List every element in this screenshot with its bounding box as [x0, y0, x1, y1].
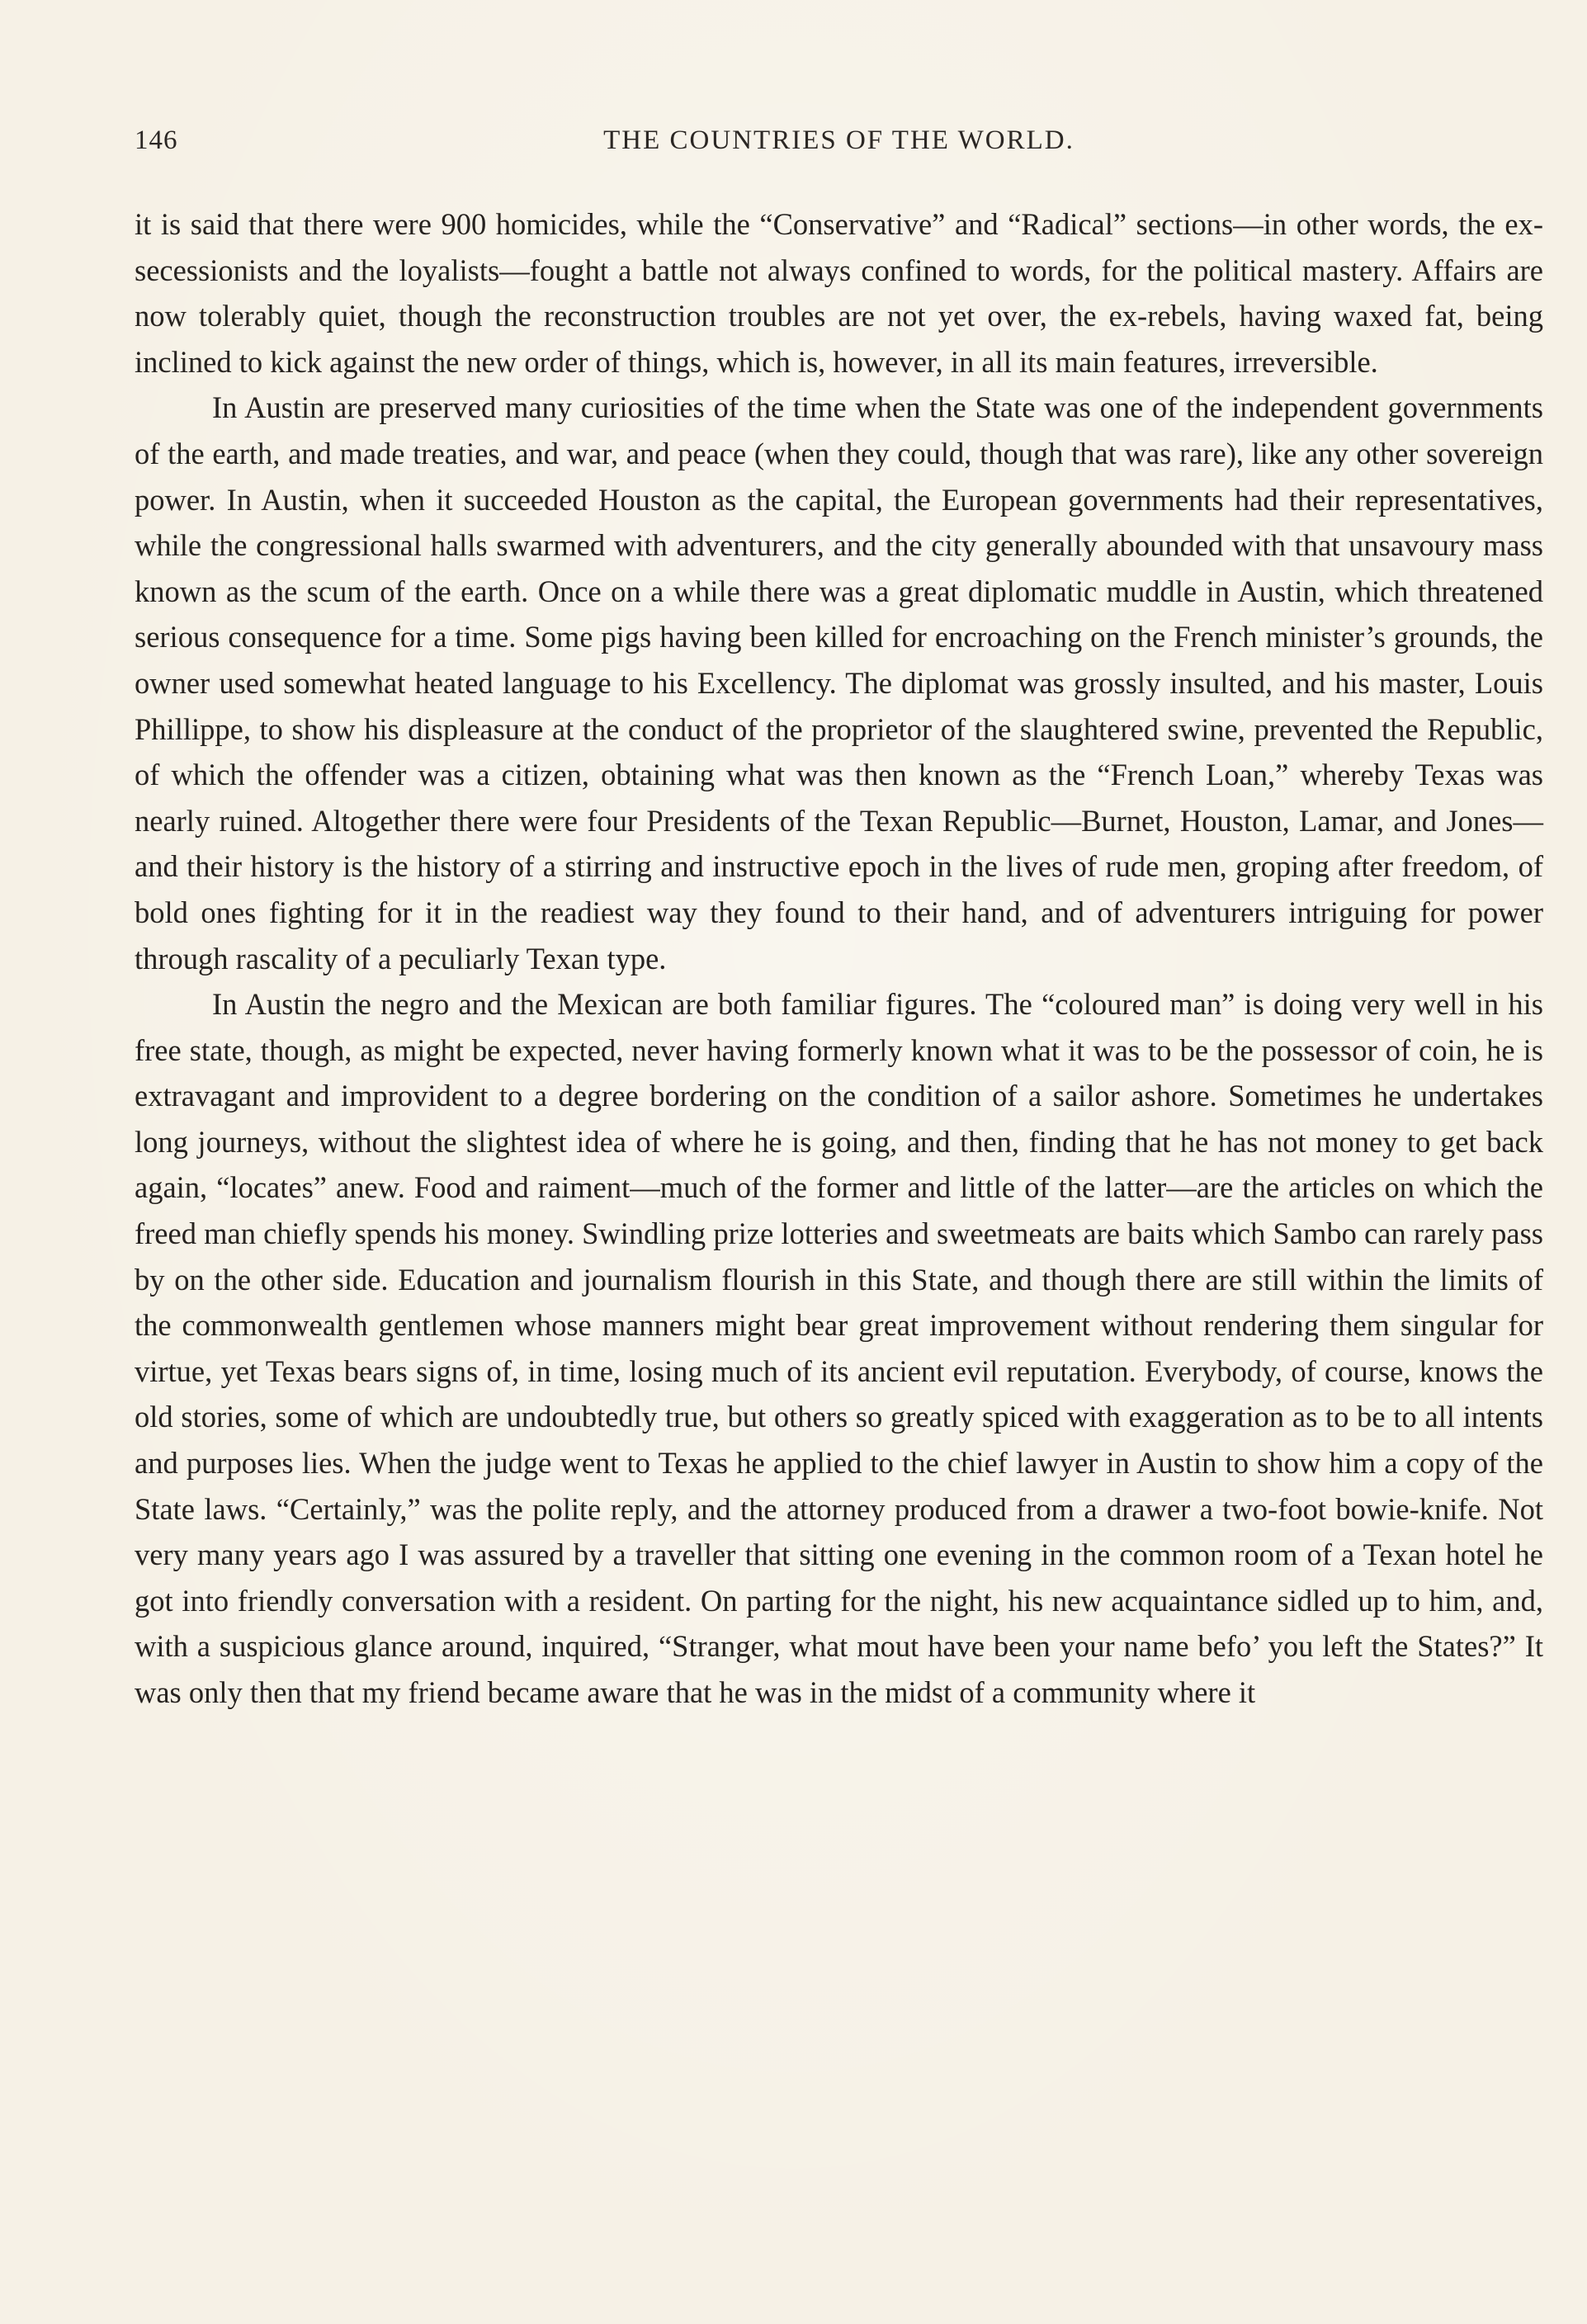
- running-title: THE COUNTRIES OF THE WORLD.: [603, 125, 1075, 155]
- paragraph-austin-curiosities: In Austin are preserved many curiosities of the time when the State was one of the independent governments of the earth, and made treaties, and war, and peace (when they could, though that was rare), like any other sovereign power. In Austin, when it succeeded Houston as the capital, the European governments had their representatives, while the congressional halls swarmed with adventurers, and the city generally abounded with that unsavoury mass known as the scum of the earth. Once on a while there was a great diplomatic muddle in Austin, which threatened serious consequence for a time. Some pigs having been killed for encroaching on the French minister’s grounds, the owner used somewhat heated language to his Excellency. The diplomat was grossly insulted, and his master, Louis Phillippe, to show his displeasure at the conduct of the proprietor of the slaughtered swine, prevented the Republic, of which the offender was a citizen, obtaining what was then known as the “French Loan,” whereby Texas was nearly ruined. Altogether there were four Presidents of the Texan Republic—Burnet, Houston, Lamar, and Jones—and their history is the history of a stirring and instructive epoch in the lives of rude men, groping after freedom, of bold ones fighting for it in the readiest way they found to their hand, and of adventurers intriguing for power through rascality of a peculiarly Texan type.: [135, 390, 1543, 975]
- paragraph-continued: it is said that there were 900 homicides, while the “Conservative” and “Radical” sections—in other words, the ex-secessionists and the loyalists—fought a battle not always confined to words, for the political mastery. Affairs are now tolerably quiet, though the reconstruction troubles are not yet over, the ex-rebels, having waxed fat, being inclined to kick against the new order of things, which is, however, in all its main features, irreversible.: [135, 207, 1543, 379]
- body-text: [135, 201, 1543, 1716]
- page-number: 146: [135, 125, 178, 155]
- running-head: [135, 125, 1543, 165]
- paragraph-austin-negro-mexican: In Austin the negro and the Mexican are both familiar figures. The “coloured man” is doing very well in his free state, though, as might be expected, never having formerly known what it was to be the possessor of coin, he is extravagant and improvident to a degree bordering on the condition of a sailor ashore. Sometimes he undertakes long journeys, without the slightest idea of where he is going, and then, finding that he has not money to get back again, “locates” anew. Food and raiment—much of the former and little of the latter—are the articles on which the freed man chiefly spends his money. Swindling prize lotteries and sweetmeats are baits which Sambo can rarely pass by on the other side. Education and journalism flourish in this State, and though there are still within the limits of the commonwealth gentlemen whose manners might bear great improvement without rendering them singular for virtue, yet Texas bears signs of, in time, losing much of its ancient evil reputation. Everybody, of course, knows the old stories, some of which are undoubtedly true, but others so greatly spiced with exaggeration as to be to all intents and purposes lies. When the judge went to Texas he applied to the chief lawyer in Austin to show him a copy of the State laws. “Certainly,” was the polite reply, and the attorney produced from a drawer a two-foot bowie-knife. Not very many years ago I was assured by a traveller that sitting one evening in the common room of a Texan hotel he got into friendly conversation with a resident. On parting for the night, his new acquaintance sidled up to him, and, with a suspicious glance around, inquired, “Stranger, what mout have been your name befo’ you left the States?” It was only then that my friend became aware that he was in the midst of a community where it: [135, 987, 1543, 1709]
